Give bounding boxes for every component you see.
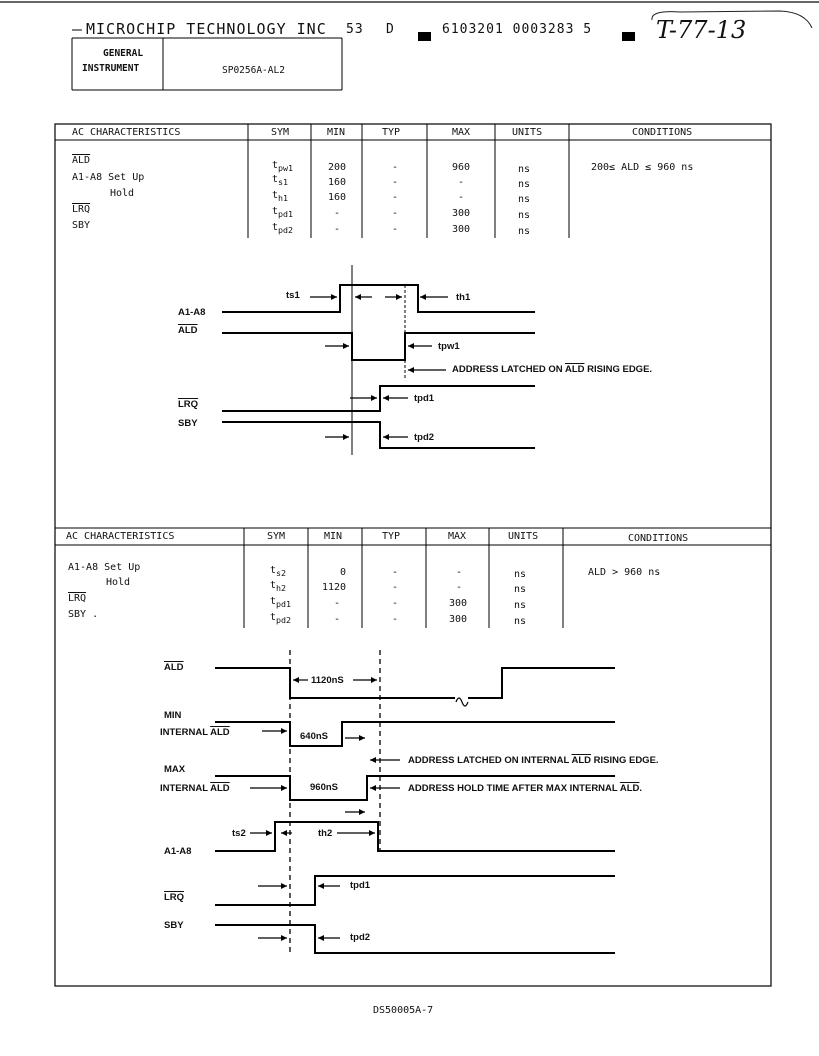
table-row-max: 960 [452, 162, 471, 173]
code-d: D [386, 22, 395, 37]
table-row-units: ns [518, 164, 531, 175]
timing-label-640ns: 640nS [300, 731, 328, 742]
table-row-units: ns [518, 210, 531, 221]
table2-header-units: UNITS [508, 531, 539, 542]
table1-header-min: MIN [327, 127, 346, 138]
table-row-max: - [456, 567, 463, 578]
table1-header-conditions: CONDITIONS [632, 127, 693, 138]
timing-label-tpd2: tpd2 [350, 932, 371, 943]
table-row-max: 300 [449, 598, 468, 609]
table-row-max: 300 [452, 208, 471, 219]
table-row-min: 1120 [322, 582, 347, 593]
part-number: SP0256A-AL2 [222, 65, 285, 76]
table-row-units: ns [518, 194, 531, 205]
table-row-min: - [334, 208, 341, 219]
timing-label-ts2: ts2 [232, 828, 246, 839]
logo-line-1: GENERAL [103, 48, 144, 59]
barcode-number: 6103201 0003283 5 [442, 22, 593, 37]
table1-header-units: UNITS [512, 127, 543, 138]
lrq-waveform [215, 876, 615, 905]
table-row-param: A1-A8 Set Up [68, 562, 141, 573]
table-row-param: SBY . [68, 609, 99, 620]
note-internal-latched: ADDRESS LATCHED ON INTERNAL $\overline{ALD}$ RISING EDGE. [408, 755, 659, 766]
timing-label-tpd1: tpd1 [350, 880, 371, 891]
table-row-typ: - [392, 177, 399, 188]
table-row-sym: $t_{pd1}$ [270, 596, 292, 609]
table2-header-param: AC CHARACTERISTICS [66, 531, 175, 542]
table1-header-max: MAX [452, 127, 471, 138]
signal-label-sby: SBY [178, 418, 198, 429]
table-row-min: 160 [328, 177, 347, 188]
table-row-units: ns [514, 600, 527, 611]
table-row-param: $\overline{LRQ}$ [68, 593, 87, 604]
table-row-typ: - [392, 582, 399, 593]
table-row-max: 300 [452, 224, 471, 235]
table-row-param: Hold [106, 577, 131, 588]
table-row-units: ns [518, 179, 531, 190]
signal-label-lrq: $\overline{LRQ}$ [164, 892, 185, 903]
table2-header-typ: TYP [382, 531, 401, 542]
table-row-param: Hold [110, 188, 135, 199]
code-53: 53 [346, 22, 364, 37]
table-row-min: 200 [328, 162, 347, 173]
table-row-min: 0 [340, 567, 347, 578]
table-row-conditions: 200≤ ALD ≤ 960 ns [591, 162, 694, 173]
table2-header-conditions: CONDITIONS [628, 533, 689, 544]
table-row-units: ns [514, 569, 527, 580]
table1-header-typ: TYP [382, 127, 401, 138]
table-row-max: - [458, 192, 465, 203]
table-row-min: 160 [328, 192, 347, 203]
timing-label-960ns: 960nS [310, 782, 338, 793]
table-row-units: ns [514, 584, 527, 595]
table-row-typ: - [392, 224, 399, 235]
table-row-typ: - [392, 614, 399, 625]
label-internal-ald-max: INTERNAL $\overline{ALD}$ [160, 783, 230, 794]
table-row-typ: - [392, 208, 399, 219]
table1-header-sym: SYM [271, 127, 290, 138]
table-row-sym: $t_{pw1}$ [272, 160, 294, 173]
sby-waveform [215, 925, 615, 953]
break-symbol [456, 698, 468, 706]
a1a8-waveform [215, 822, 615, 851]
table-row-sym: $t_{h2}$ [270, 580, 287, 593]
table-row-max: 300 [449, 614, 468, 625]
table-row-min: - [334, 614, 341, 625]
table-row-param: A1-A8 Set Up [72, 172, 145, 183]
table-row-param: $\overline{LRQ}$ [72, 204, 91, 215]
table-row-sym: $t_{s1}$ [272, 174, 289, 187]
logo-line-2: INSTRUMENT [82, 63, 140, 74]
timing-label-tpw1: tpw1 [438, 341, 460, 352]
table-row-sym: $t_{pd2}$ [272, 222, 294, 235]
table-row-sym: $t_{h1}$ [272, 190, 289, 203]
min-internal-ald-waveform [215, 722, 615, 746]
table-row-units: ns [514, 616, 527, 627]
table-row-max: - [458, 177, 465, 188]
signal-label-sby: SBY [164, 920, 184, 931]
ald-waveform [215, 668, 615, 698]
note-address-latched: ADDRESS LATCHED ON $\overline{ALD}$ RISING EDGE. [452, 364, 653, 375]
company-name: MICROCHIP TECHNOLOGY INC [86, 20, 327, 38]
table-row-param: $\overline{ALD}$ [72, 155, 91, 166]
table-row-conditions: ALD > 960 ns [588, 567, 661, 578]
label-min: MIN [164, 710, 182, 721]
timing-label-th2: th2 [318, 828, 333, 839]
table-row-min: - [334, 224, 341, 235]
timing-label-ts1: ts1 [286, 290, 300, 301]
table1-header-param: AC CHARACTERISTICS [72, 127, 181, 138]
table2-header-min: MIN [324, 531, 343, 542]
note-hold-time: ADDRESS HOLD TIME AFTER MAX INTERNAL $\overline{ALD}$. [408, 783, 642, 794]
table-row-typ: - [392, 567, 399, 578]
page-footer: DS50005A-7 [373, 1005, 434, 1016]
table2-header-max: MAX [448, 531, 467, 542]
table-row-param: SBY [72, 220, 91, 231]
signal-label-a1a8: A1-A8 [164, 846, 192, 857]
table-row-typ: - [392, 162, 399, 173]
table-row-max: - [456, 582, 463, 593]
table-row-typ: - [392, 192, 399, 203]
timing-label-th1: th1 [456, 292, 471, 303]
signal-label-ald: $\overline{ALD}$ [164, 662, 184, 673]
timing-label-tpd2: tpd2 [414, 432, 435, 443]
table-row-units: ns [518, 226, 531, 237]
label-max: MAX [164, 764, 186, 775]
table-row-sym: $t_{pd1}$ [272, 206, 294, 219]
handwritten-code: T-77-13 [656, 16, 747, 44]
signal-label-a1a8: A1-A8 [178, 307, 206, 318]
table-row-sym: $t_{s2}$ [270, 565, 287, 578]
table-row-typ: - [392, 598, 399, 609]
timing-label-1120ns: 1120nS [311, 675, 344, 686]
timing-label-tpd1: tpd1 [414, 393, 435, 404]
table-row-min: - [334, 598, 341, 609]
label-internal-ald-min: INTERNAL $\overline{ALD}$ [160, 727, 230, 738]
table2-header-sym: SYM [267, 531, 286, 542]
signal-label-ald: $\overline{ALD}$ [178, 325, 198, 336]
table-row-sym: $t_{pd2}$ [270, 612, 292, 625]
signal-label-lrq: $\overline{LRQ}$ [178, 399, 199, 410]
